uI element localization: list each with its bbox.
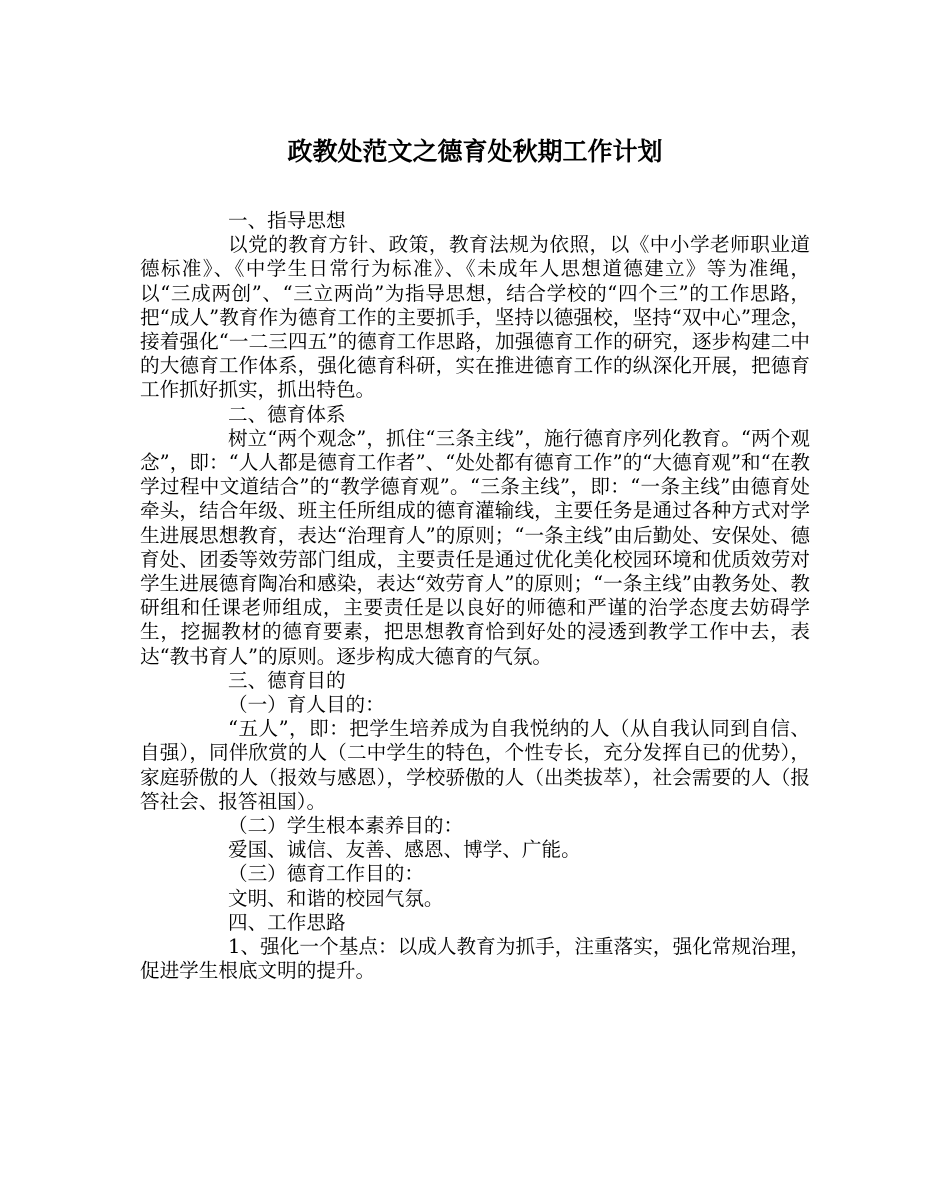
paragraph-moral-work-goal: 文明、和谐的校园气氛。 [228, 886, 444, 910]
section-heading-moral-system: 二、德育体系 [228, 402, 346, 426]
paragraph-guiding-ideology: 以党的教育方针、政策，教育法规为依照，以《中小学老师职业道德标准》、《中学生日常行为标准》、《未成年人思想道德建立》等为准绳，以“三成两创”、“三立两尚”为指导思想，结合学校的“四个三”的工作思路，把“成人”教育作为德育工作的主要抓手，坚持以德强校，坚持“双中心”理念，接着强化“一二三四五”的德育工作思路，加强德育工作的研究，逐步构建二中的大德育工作体系，强化德育科研，实在推进德育工作的纵深化开展，把德育工作抓好抓实，抓出特色。 [140, 233, 810, 402]
paragraph-student-quality: 爱国、诚信、友善、感恩、博学、广能。 [228, 838, 581, 862]
paragraph-work-approach-1: 1、强化一个基点：以成人教育为抓手，注重落实，强化常规治理，促进学生根底文明的提升。 [140, 935, 810, 983]
subheading-student-quality-goal: （二）学生根本素养目的： [228, 814, 464, 838]
section-heading-moral-goals: 三、德育目的 [228, 668, 346, 692]
section-heading-work-approach: 四、工作思路 [228, 910, 346, 934]
document-title: 政教处范文之德育处秋期工作计划 [287, 137, 663, 166]
subheading-education-goal: （一）育人目的： [228, 693, 385, 717]
section-heading-guiding-ideology: 一、指导思想 [228, 209, 346, 232]
paragraph-five-people: “五人”，即：把学生培养成为自我悦纳的人（从自我认同到自信、自强），同伴欣赏的人（二中学生的特色，个性专长，充分发挥自已的优势），家庭骄傲的人（报效与感恩），学校骄傲的人（出类拔萃），社会需要的人（报答社会、报答祖国）。 [140, 717, 810, 813]
document-body [140, 209, 810, 984]
paragraph-moral-system: 树立“两个观念”，抓住“三条主线”，施行德育序列化教育。“两个观念”，即：“人人都是德育工作者”、“处处都有德育工作”的“大德育观”和“在教学过程中文道结合”的“教学德育观”。“三条主线”，即：“一条主线”由德育处牵头，结合年级、班主任所组成的德育灌输线，主要任务是通过各种方式对学生进展思想教育，表达“治理育人”的原则；“一条主线”由后勤处、安保处、德育处、团委等效劳部门组成，主要责任是通过优化美化校园环境和优质效劳对学生进展德育陶冶和感染，表达“效劳育人”的原则；“一条主线”由教务处、教研组和任课老师组成，主要责任是以良好的师德和严谨的治学态度去妨碍学生，挖掘教材的德育要素，把思想教育恰到好处的浸透到教学工作中去，表达“教书育人”的原则。逐步构成大德育的气氛。 [140, 426, 810, 668]
subheading-moral-work-goal: （三）德育工作目的： [228, 862, 424, 886]
